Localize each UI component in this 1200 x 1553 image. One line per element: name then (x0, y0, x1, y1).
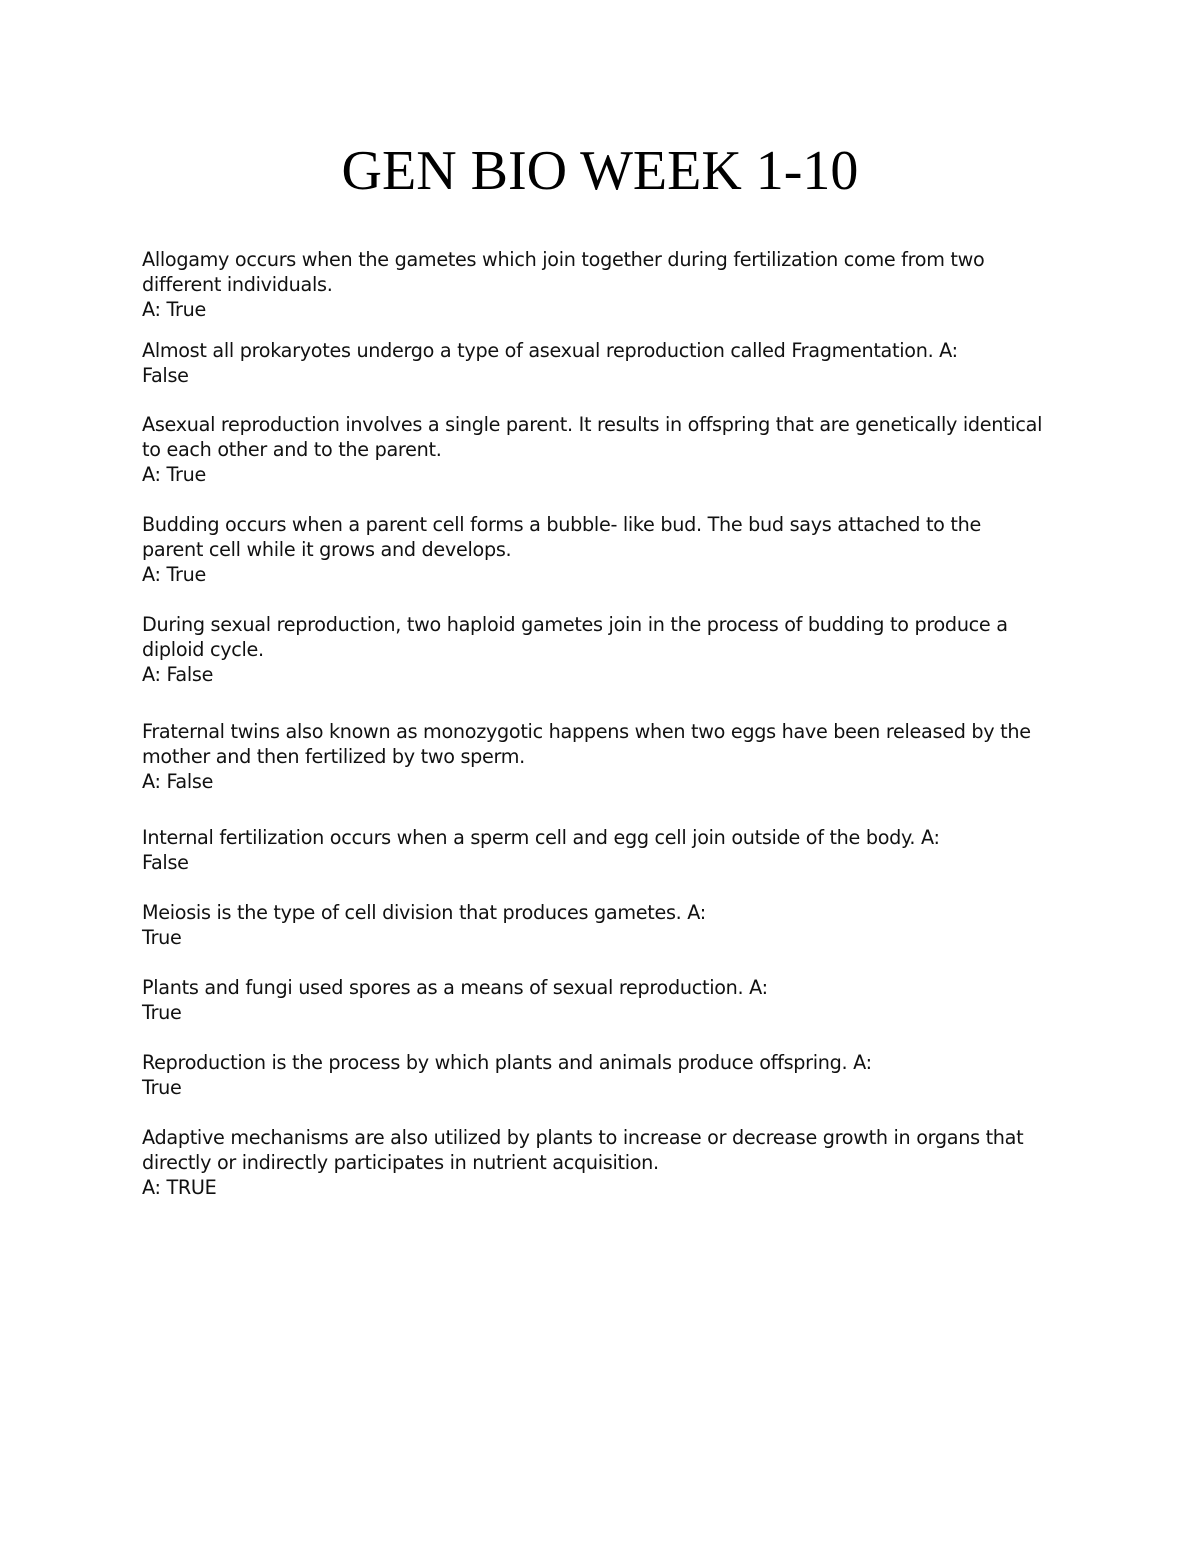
answer-text: False (142, 364, 189, 387)
answer-text: A: TRUE (142, 1176, 217, 1199)
question-text: Asexual reproduction involves a single parent. It results in offspring that are genetically identical to each other and to the parent. (142, 413, 1043, 461)
answer-text: A: False (142, 770, 214, 793)
question-text: Reproduction is the process by which plants and animals produce offspring. A: (142, 1051, 872, 1074)
answer-text: False (142, 851, 189, 874)
answer-text: A: True (142, 463, 207, 486)
answer-text: True (142, 926, 182, 949)
qa-item (142, 247, 1082, 322)
question-text: Fraternal twins also known as monozygotic happens when two eggs have been released by the mother and then fertilized by two sperm. (142, 720, 1031, 768)
answer-text: A: False (142, 663, 214, 686)
document-title: GEN BIO WEEK 1-10 (341, 140, 859, 202)
question-text: Budding occurs when a parent cell forms a bubble- like bud. The bud says attached to the parent cell while it grows and develops. (142, 513, 981, 561)
qa-item (142, 512, 1082, 587)
question-text: Meiosis is the type of cell division that produces gametes. A: (142, 901, 706, 924)
qa-item (142, 612, 1082, 687)
qa-item (142, 975, 1082, 1025)
qa-item (142, 338, 1082, 388)
question-text: Internal fertilization occurs when a sperm cell and egg cell join outside of the body. A: (142, 826, 940, 849)
answer-text: True (142, 1001, 182, 1024)
qa-item (142, 1125, 1082, 1200)
qa-item (142, 719, 1082, 794)
qa-item (142, 1050, 1082, 1100)
qa-item (142, 825, 1082, 875)
answer-text: A: True (142, 298, 207, 321)
answer-text: A: True (142, 563, 207, 586)
qa-item (142, 900, 1082, 950)
question-text: Adaptive mechanisms are also utilized by plants to increase or decrease growth in organs that directly or indirectly participates in nutrient acquisition. (142, 1126, 1024, 1174)
question-text: During sexual reproduction, two haploid gametes join in the process of budding to produce a diploid cycle. (142, 613, 1008, 661)
answer-text: True (142, 1076, 182, 1099)
question-text: Almost all prokaryotes undergo a type of asexual reproduction called Fragmentation. A: (142, 339, 958, 362)
question-text: Allogamy occurs when the gametes which join together during fertilization come from two different individuals. (142, 248, 985, 296)
qa-item (142, 412, 1082, 487)
question-text: Plants and fungi used spores as a means of sexual reproduction. A: (142, 976, 768, 999)
